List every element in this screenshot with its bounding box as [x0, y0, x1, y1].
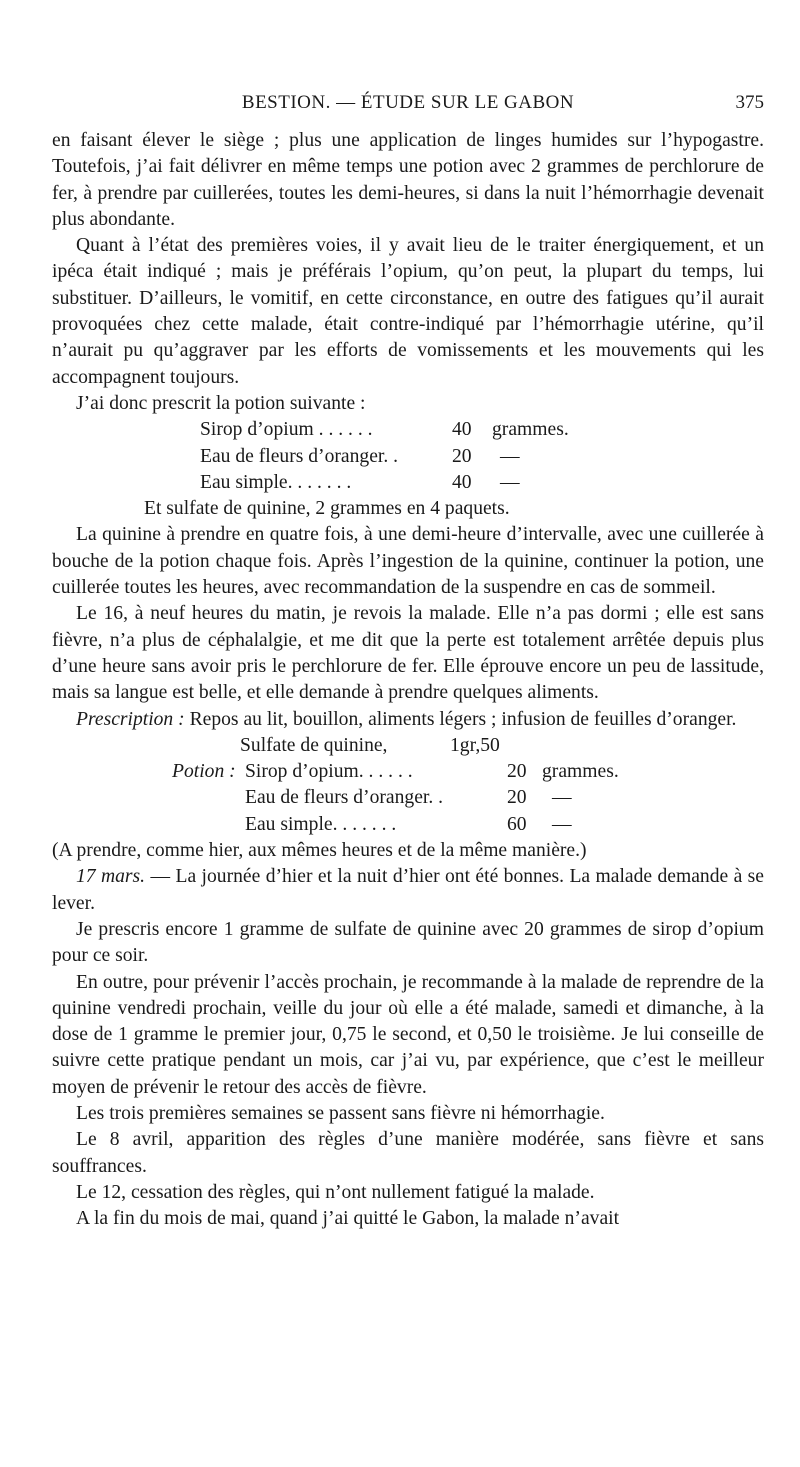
sulfate-text: Et sulfate de quinine, 2 grammes en 4 paquets.: [144, 498, 510, 520]
prescription-row: [52, 417, 764, 443]
potion-row: [52, 812, 764, 838]
page-number: 375: [735, 92, 764, 113]
paragraph: La quinine à prendre en quatre fois, à une demi-heure d’intervalle, avec une cuillerée à bouche de la potion chaque fois. Après l’ingestion de la quinine, continuer la potion, une cuillerée toutes les heures, avec recommandation de la suspendre en cas de sommeil.: [52, 524, 764, 599]
ingredient-qty: 40: [452, 419, 472, 441]
potion-row: [52, 785, 764, 811]
ingredient-qty: 40: [452, 471, 472, 493]
prescription-paragraph: [52, 707, 764, 733]
paragraph: Je prescris encore 1 gramme de sulfate de quinine avec 20 grammes de sirop d’opium pour ce soir.: [52, 918, 764, 967]
running-title: BESTION. — ÉTUDE SUR LE GABON: [241, 92, 575, 113]
prescription-text: Repos au lit, bouillon, aliments légers ; infusion de feuilles d’oranger.: [189, 708, 737, 730]
ingredient-qty: 20: [507, 761, 527, 783]
ingredient-name: Eau simple. . . . . . .: [200, 471, 352, 493]
ingredient-qty: 60: [507, 813, 527, 835]
page-header: [52, 92, 764, 118]
sulfate-line: [52, 496, 764, 522]
ingredient-name: Eau de fleurs d’oranger. .: [200, 445, 399, 467]
paragraph: Quant à l’état des premières voies, il y avait lieu de le traiter énergiquement, et un ipéca était indiqué ; mais je préférais l’opium, qu’on peut, la plupart du temps, lui substituer. D’ailleurs, le vomitif, en cette circonstance, en outre des fatigues qu’il aurait provoquées chez cette malade, était contre-indiqué par l’hémorrhagie utérine, qu’il n’aurait pu qu’aggraver par les efforts de vomissements et les mouvements qui les accompagnent toujours.: [52, 235, 764, 388]
sulfate-qty: 1gr,50: [450, 734, 500, 756]
date-label: 17 mars.: [76, 866, 146, 888]
ingredient-unit: grammes.: [492, 419, 569, 441]
paragraph: Le 12, cessation des règles, qui n’ont nullement fatigué la malade.: [76, 1181, 595, 1203]
ingredient-unit: —: [552, 813, 572, 835]
dated-paragraph: [52, 864, 764, 917]
page-body: [52, 128, 764, 1232]
potion-label: Potion :: [172, 761, 236, 783]
note-line: (A prendre, comme hier, aux mêmes heures et de la même manière.): [52, 840, 587, 862]
ingredient-name: Eau simple. . . . . . .: [245, 813, 397, 835]
ingredient-unit: —: [552, 787, 572, 809]
paragraph: Le 8 avril, apparition des règles d’une manière modérée, sans fièvre et sans souffrances.: [52, 1129, 764, 1177]
prescription-row: [52, 444, 764, 470]
paragraph: En outre, pour prévenir l’accès prochain, je recommande à la malade de reprendre de la quinine vendredi prochain, veille du jour où elle a été malade, samedi et dimanche, à la dose de 1 gramme le premier jour, 0,75 le second, et 0,50 le troisième. Je lui conseille de suivre cette pratique pendant un mois, car j’ai vu, par expérience, que c’est le meilleur moyen de prévenir le retour des accès de fièvre.: [52, 971, 764, 1098]
sulfate-name: Sulfate de quinine,: [240, 734, 388, 756]
ingredient-unit: —: [500, 445, 520, 467]
paragraph-text: — La journée d’hier et la nuit d’hier ont été bonnes. La malade demande à se lever.: [52, 866, 765, 914]
ingredient-qty: 20: [507, 787, 527, 809]
paragraph: Les trois premières semaines se passent sans fièvre ni hémorrhagie.: [76, 1102, 605, 1124]
ingredient-unit: grammes.: [542, 761, 619, 783]
ingredient-unit: —: [500, 471, 520, 493]
sulfate-row: [52, 733, 764, 759]
paragraph: en faisant élever le siège ; plus une application de linges humides sur l’hypogastre. Toutefois, j’ai fait délivrer en même temps une potion avec 2 grammes de perchlorure de fer, à prendre par cuillerées, toutes les demi-heures, si dans la nuit l’hémorrhagie devenait plus abondante.: [52, 130, 764, 230]
paragraph: J’ai donc prescrit la potion suivante :: [76, 392, 366, 414]
prescription-label: Prescription :: [76, 708, 185, 730]
paragraph: A la fin du mois de mai, quand j’ai quitté le Gabon, la malade n’avait: [76, 1208, 620, 1230]
prescription-row: [52, 470, 764, 496]
ingredient-name: Sirop d’opium. . . . . .: [245, 761, 413, 783]
ingredient-name: Sirop d’opium . . . . . .: [200, 419, 373, 441]
ingredient-qty: 20: [452, 445, 472, 467]
paragraph: Le 16, à neuf heures du matin, je revois la malade. Elle n’a pas dormi ; elle est sans fièvre, n’a plus de céphalalgie, et me dit que la perte est totalement arrêtée depuis plus d’une heure sans avoir pris le perchlorure de fer. Elle éprouve encore un peu de lassitude, mais sa langue est belle, et elle demande à prendre quelques aliments.: [52, 603, 764, 704]
potion-row: [52, 759, 764, 785]
ingredient-name: Eau de fleurs d’oranger. .: [245, 787, 444, 809]
